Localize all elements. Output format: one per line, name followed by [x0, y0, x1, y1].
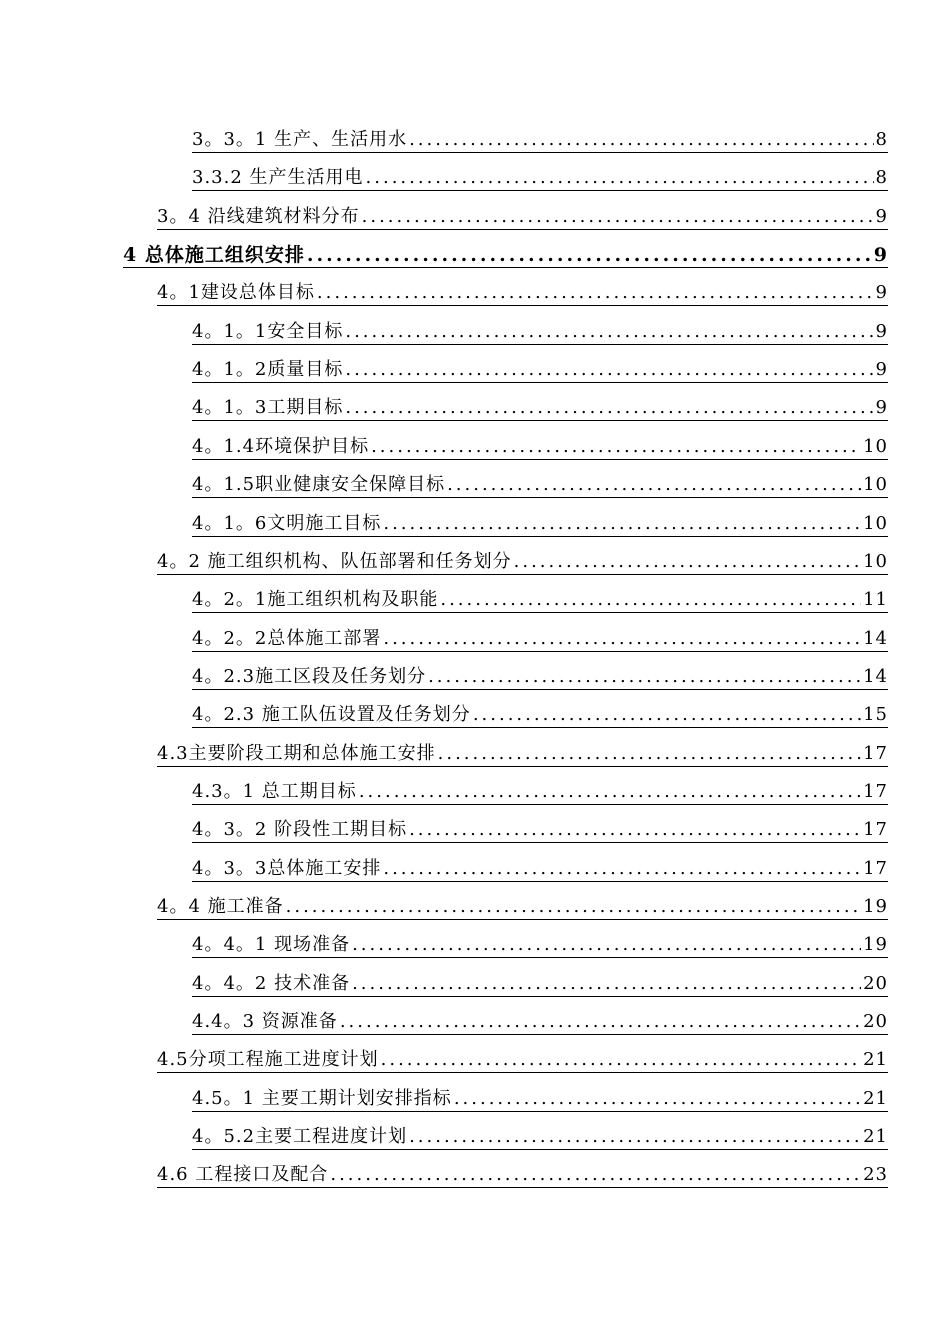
toc-entry-label: 3.3.2 生产生活用电: [192, 167, 364, 189]
toc-entry-label: 4。4。1 现场准备: [192, 934, 351, 956]
toc-entry-page-number: 21: [863, 1087, 888, 1109]
toc-entry-page-number: 20: [863, 972, 888, 994]
toc-entry-page-number: 9: [873, 244, 888, 267]
toc-dot-leader: [381, 1049, 861, 1071]
toc-entry-label: 4。1建设总体目标: [157, 282, 315, 304]
toc-entry-label: 4。2.3施工区段及任务划分: [192, 665, 427, 687]
toc-entry[interactable]: [192, 391, 888, 421]
toc-entry-page-number: 9: [875, 397, 888, 419]
toc-entry-page-number: 14: [863, 627, 888, 649]
toc-entry-label: 3。4 沿线建筑材料分布: [157, 205, 360, 227]
toc-entry-page-number: 9: [875, 282, 888, 304]
toc-dot-leader: [345, 321, 873, 343]
toc-entry[interactable]: [192, 928, 888, 958]
toc-entry-page-number: 19: [863, 934, 888, 956]
toc-entry-page-number: 8: [875, 167, 888, 189]
toc-dot-leader: [330, 1164, 861, 1186]
toc-entry-page-number: 19: [863, 896, 888, 917]
toc-entry[interactable]: [157, 1158, 888, 1188]
toc-entry[interactable]: [192, 123, 888, 153]
toc-entry-label: 4.6 工程接口及配合: [157, 1164, 329, 1186]
toc-dot-leader: [473, 704, 861, 726]
toc-dot-leader: [383, 858, 861, 880]
toc-entry-label: 4。1。2质量目标: [192, 359, 344, 381]
toc-dot-leader: [440, 589, 861, 611]
toc-entry-page-number: 10: [863, 512, 888, 534]
toc-dot-leader: [345, 359, 873, 381]
toc-entry-page-number: 10: [863, 550, 888, 572]
toc-dot-leader: [383, 628, 861, 650]
toc-entry[interactable]: [157, 545, 888, 575]
toc-entry[interactable]: [192, 315, 888, 345]
toc-entry[interactable]: [192, 852, 888, 882]
toc-dot-leader: [352, 973, 861, 995]
toc-entry-page-number: 10: [863, 474, 888, 496]
toc-entry-page-number: 9: [875, 359, 888, 381]
toc-dot-leader: [438, 743, 861, 765]
toc-entry-page-number: 21: [863, 1049, 888, 1071]
toc-dot-leader: [409, 129, 873, 151]
toc-entry-label: 4。1.4环境保护目标: [192, 435, 370, 457]
toc-entry-label: 4。4。2 技术准备: [192, 972, 351, 994]
toc-entry-label: 4。3。2 阶段性工期目标: [192, 819, 408, 841]
toc-dot-leader: [371, 436, 861, 458]
toc-entry-label: 4.3。1 总工期目标: [192, 780, 357, 802]
toc-dot-leader: [454, 1088, 861, 1110]
toc-dot-leader: [317, 282, 874, 304]
toc-dot-leader: [286, 896, 861, 918]
toc-entry-page-number: 21: [863, 1126, 888, 1148]
toc-entry[interactable]: [157, 737, 888, 767]
toc-entry[interactable]: [192, 161, 888, 191]
toc-dot-leader: [409, 1126, 861, 1148]
toc-entry-page-number: 10: [863, 435, 888, 457]
toc-entry-label: 3。3。1 生产、生活用水: [192, 129, 408, 150]
toc-entry-label: 4。2。2总体施工部署: [192, 627, 382, 649]
toc-entry[interactable]: [192, 813, 888, 843]
toc-entry-label: 4。1.5职业健康安全保障目标: [192, 474, 446, 496]
toc-entry-label: 4。2 施工组织机构、队伍部署和任务划分: [157, 550, 512, 572]
toc-entry[interactable]: [192, 660, 888, 690]
toc-entry-label: 4.5。1 主要工期计划安排指标: [192, 1087, 452, 1109]
toc-entry[interactable]: [192, 698, 888, 728]
toc-dot-leader: [362, 206, 874, 228]
toc-entry-label: 4.5分项工程施工进度计划: [157, 1049, 379, 1071]
toc-entry-label: 4。2.3 施工队伍设置及任务划分: [192, 704, 471, 726]
toc-dot-leader: [307, 244, 872, 266]
toc-entry[interactable]: [192, 353, 888, 383]
toc-entry-page-number: 17: [863, 780, 888, 802]
toc-entry-label: 4。1。3工期目标: [192, 397, 344, 419]
toc-entry-label: 4.4。3 资源准备: [192, 1011, 338, 1033]
toc-dot-leader: [352, 934, 861, 956]
toc-entry-page-number: 9: [875, 320, 888, 342]
toc-entry-page-number: 17: [863, 742, 888, 764]
toc-entry[interactable]: [192, 775, 888, 805]
toc-entry[interactable]: [157, 276, 888, 306]
toc-entry-label: 4。4 施工准备: [157, 896, 284, 917]
toc-entry-page-number: 11: [863, 589, 888, 611]
toc-entry-label: 4。3。3总体施工安排: [192, 857, 382, 879]
toc-dot-leader: [514, 551, 861, 573]
toc-entry[interactable]: [192, 622, 888, 652]
toc-entry-label: 4。2。1施工组织机构及职能: [192, 589, 439, 611]
toc-entry[interactable]: [192, 1082, 888, 1112]
toc-entry[interactable]: [192, 583, 888, 613]
toc-dot-leader: [409, 819, 861, 841]
toc-entry[interactable]: [192, 1005, 888, 1035]
toc-entry[interactable]: [157, 200, 888, 230]
toc-entry-page-number: 17: [863, 819, 888, 841]
toc-entry[interactable]: [157, 890, 888, 920]
toc-entry-page-number: 14: [863, 665, 888, 687]
toc-entry-label: 4。1。6文明施工目标: [192, 512, 382, 534]
toc-entry[interactable]: [192, 507, 888, 537]
toc-entry-label: 4。5.2主要工程进度计划: [192, 1126, 408, 1148]
toc-entry-page-number: 20: [863, 1011, 888, 1033]
toc-entry-page-number: 23: [863, 1164, 888, 1186]
toc-dot-leader: [383, 513, 861, 535]
toc-entry[interactable]: [192, 967, 888, 997]
toc-entry[interactable]: [192, 430, 888, 460]
toc-entry-page-number: 9: [875, 205, 888, 227]
toc-entry-label: 4 总体施工组织安排: [123, 244, 305, 267]
toc-entry-page-number: 8: [875, 129, 888, 150]
toc-dot-leader: [428, 666, 861, 688]
toc-entry[interactable]: [192, 468, 888, 498]
toc-dot-leader: [345, 397, 873, 419]
toc-dot-leader: [447, 474, 861, 496]
toc-entry-label: 4。1。1安全目标: [192, 320, 344, 342]
toc-entry-page-number: 15: [863, 704, 888, 726]
toc-entry[interactable]: [192, 1120, 888, 1150]
toc-entry[interactable]: [157, 1043, 888, 1073]
toc-entry-page-number: 17: [863, 857, 888, 879]
toc-entry[interactable]: [123, 238, 888, 268]
toc-dot-leader: [359, 781, 861, 803]
toc-dot-leader: [366, 167, 874, 189]
toc-dot-leader: [340, 1011, 861, 1033]
toc-entry-label: 4.3主要阶段工期和总体施工安排: [157, 742, 436, 764]
